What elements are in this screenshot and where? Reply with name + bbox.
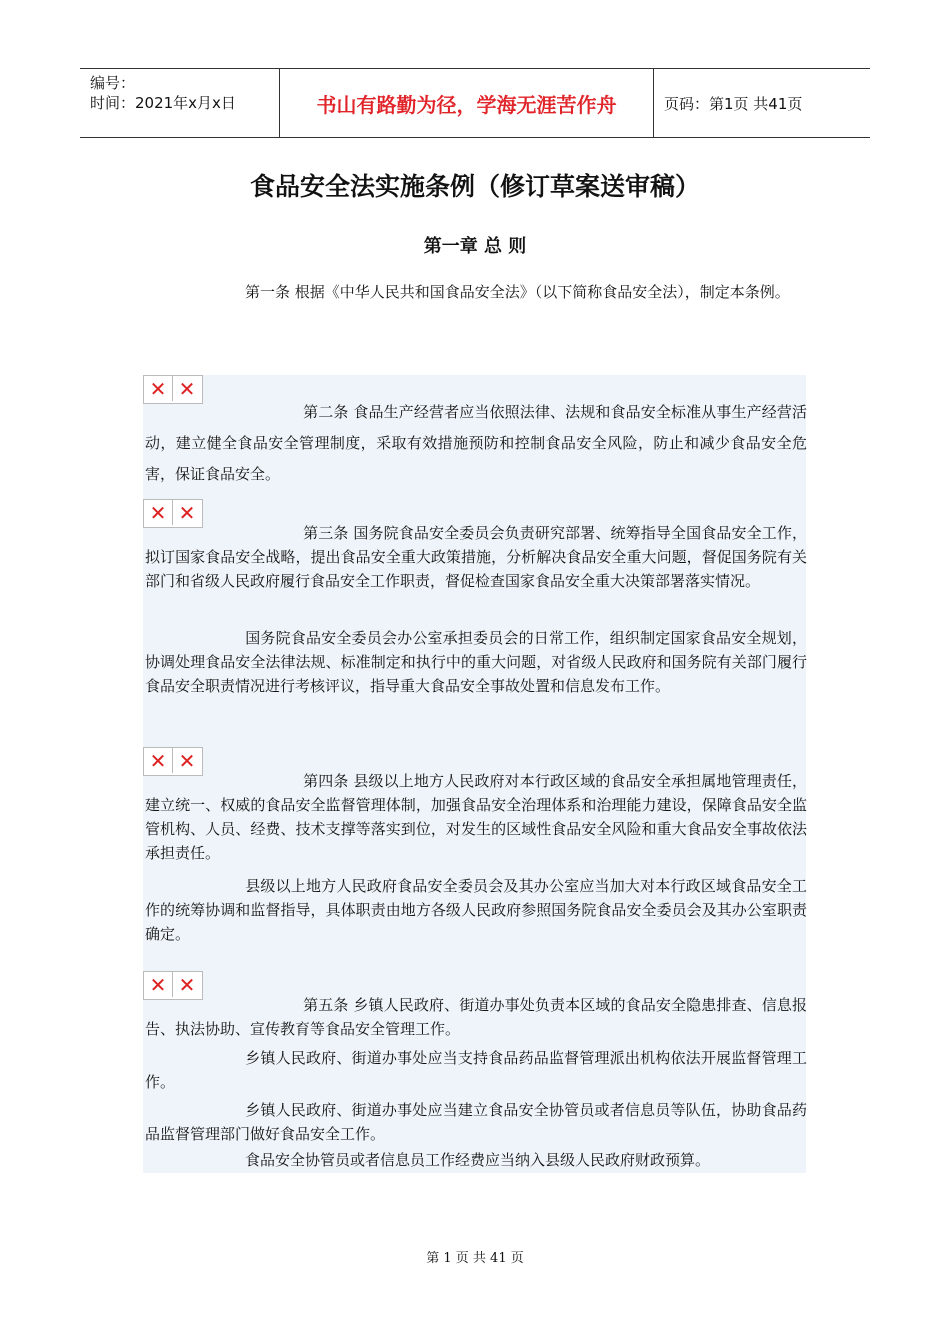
close-icon: ✕ [172, 972, 201, 997]
article-5-para-2: 乡镇人民政府、街道办事处应当支持食品药品监督管理派出机构依法开展监督管理工作。 [145, 1049, 807, 1091]
close-icon: ✕ [172, 500, 201, 525]
page-title: 食品安全法实施条例（修订草案送审稿） [249, 172, 700, 201]
article-4: 第四条 县级以上地方人民政府对本行政区域的食品安全承担属地管理责任，建立统一、权威的食品安全监督管理体制，加强食品安全治理体系和治理能力建设，保障食品安全监管机构、人员、经费、技术支撑等落实到位，对发生的区域性食品安全风险和重大食品安全事故依法承担责任。 [145, 772, 807, 862]
date-label: 时间：2021年x月x日 [90, 94, 236, 112]
close-icon: ✕ [172, 748, 201, 773]
article-5-para-4: 食品安全协管员或者信息员工作经费应当纳入县级人民政府财政预算。 [245, 1151, 711, 1169]
close-icon: ✕ [172, 376, 201, 401]
chapter-heading: 第一章 总 则 [423, 236, 527, 257]
document-header [80, 68, 870, 138]
number-label: 编号： [90, 74, 136, 92]
close-icon: ✕ [149, 748, 167, 773]
article-4-para-2: 县级以上地方人民政府食品安全委员会及其办公室应当加大对本行政区域食品安全工作的统筹协调和监督指导，具体职责由地方各级人民政府参照国务院食品安全委员会及其办公室职责确定。 [145, 877, 807, 943]
close-icon: ✕ [149, 376, 167, 401]
article-1: 第一条 根据《中华人民共和国食品安全法》（以下简称食品安全法），制定本条例。 [245, 283, 790, 301]
article-3-para-2: 国务院食品安全委员会办公室承担委员会的日常工作，组织制定国家食品安全规划，协调处理食品安全法律法规、标准制定和执行中的重大问题，对省级人民政府和国务院有关部门履行食品安全职责情况进行考核评议，指导重大食品安全事故处置和信息发布工作。 [145, 629, 807, 695]
close-icon: ✕ [149, 500, 167, 525]
close-icon: ✕ [149, 972, 167, 997]
article-5-para-3: 乡镇人民政府、街道办事处应当建立食品安全协管员或者信息员等队伍，协助食品药品监督管理部门做好食品安全工作。 [145, 1101, 807, 1143]
article-2: 第二条 食品生产经营者应当依照法律、法规和食品安全标准从事生产经营活动，建立健全食品安全管理制度，采取有效措施预防和控制食品安全风险，防止和减少食品安全危害，保证食品安全。 [145, 403, 807, 483]
header-motto: 书山有路勤为径，学海无涯苦作舟 [280, 69, 654, 137]
header-meta [80, 69, 280, 137]
article-5: 第五条 乡镇人民政府、街道办事处负责本区域的食品安全隐患排查、信息报告、执法协助、宣传教育等食品安全管理工作。 [145, 996, 807, 1038]
page-footer: 第 1 页 共 41 页 [426, 1251, 524, 1266]
header-page-info: 页码：第1页 共41页 [664, 94, 803, 113]
article-3: 第三条 国务院食品安全委员会负责研究部署、统筹指导全国食品安全工作，拟订国家食品安全战略，提出食品安全重大政策措施，分析解决食品安全重大问题，督促国务院有关部门和省级人民政府履行食品安全工作职责，督促检查国家食品安全重大决策部署落实情况。 [145, 524, 807, 590]
